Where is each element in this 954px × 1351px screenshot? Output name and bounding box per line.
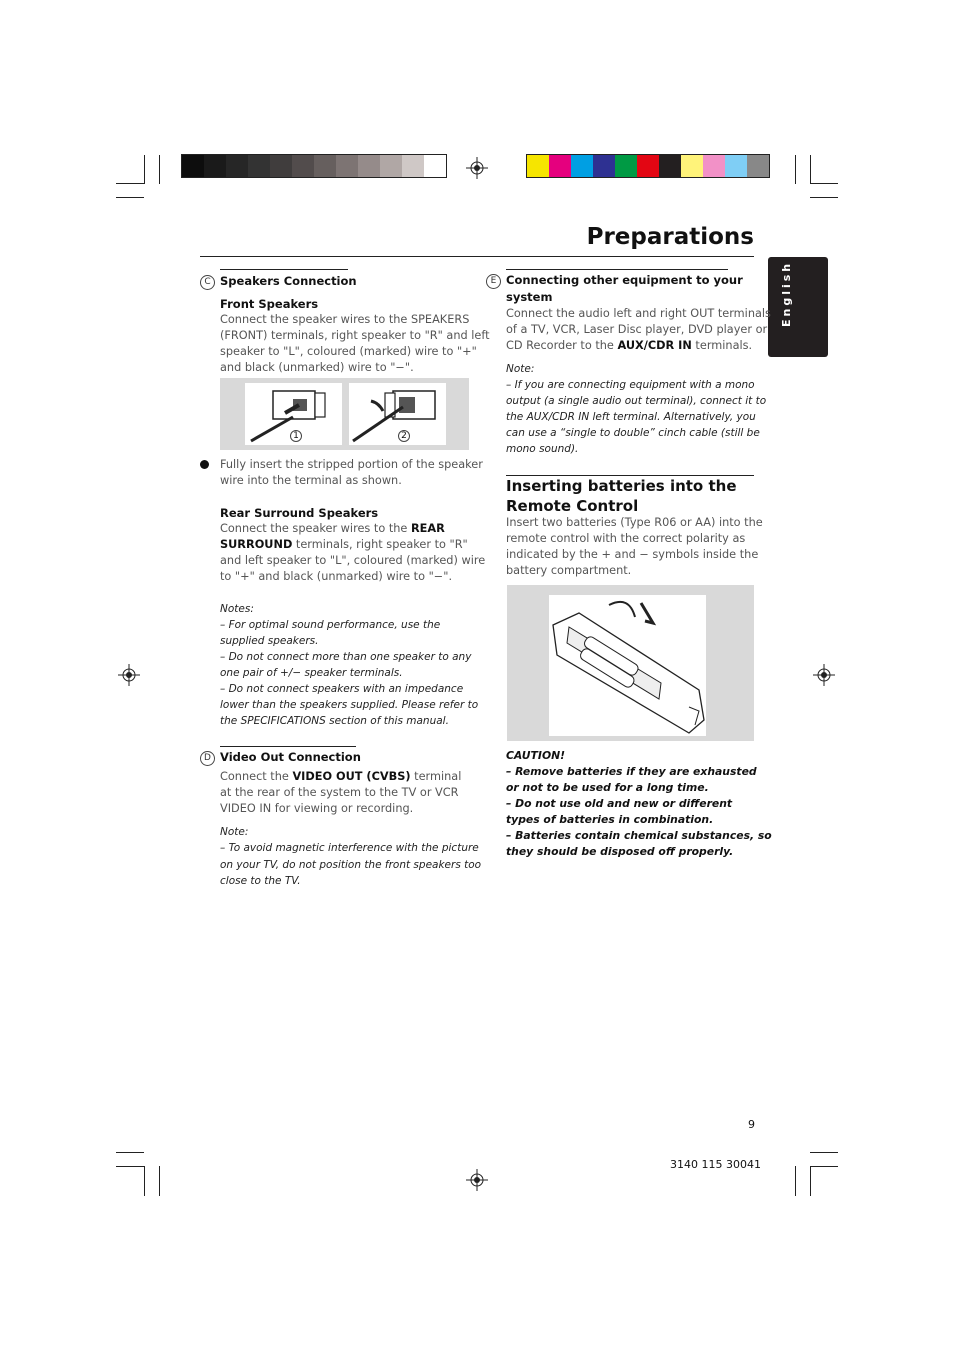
color-swatch xyxy=(703,155,725,177)
language-tab xyxy=(768,257,828,357)
figure-label: 1 xyxy=(290,430,302,442)
paragraph-line: to "+" and black (unmarked) wire to "−". xyxy=(220,570,453,583)
section-rule xyxy=(220,269,348,270)
grayscale-calibration-strip xyxy=(181,154,447,178)
gray-swatch xyxy=(226,155,248,177)
registration-mark-icon xyxy=(466,157,488,179)
gray-swatch xyxy=(336,155,358,177)
gray-swatch xyxy=(424,155,446,177)
caution-line: – Remove batteries if they are exhausted xyxy=(506,765,757,778)
speaker-terminal-figure xyxy=(220,378,469,450)
notes-title: Note: xyxy=(506,363,535,375)
registration-mark-icon xyxy=(466,1169,488,1191)
gray-swatch xyxy=(270,155,292,177)
crop-mark xyxy=(810,1166,838,1167)
paragraph-line: Connect the speaker wires to the SPEAKERS xyxy=(220,313,470,326)
crop-mark xyxy=(795,155,796,184)
note-line: one pair of +/− speaker terminals. xyxy=(220,667,403,679)
title-rule xyxy=(200,256,754,257)
caution-line: – Do not use old and new or different xyxy=(506,797,733,810)
section-marker-c: C xyxy=(200,275,215,290)
color-swatch xyxy=(527,155,549,177)
gray-swatch xyxy=(204,155,226,177)
paragraph-line: remote control with the correct polarity as xyxy=(506,532,746,545)
figure-label: 2 xyxy=(398,430,410,442)
color-swatch xyxy=(659,155,681,177)
paragraph-line: Connect the audio left and right OUT terminals xyxy=(506,307,771,320)
crop-mark xyxy=(810,183,838,184)
gray-swatch xyxy=(358,155,380,177)
language-label: English xyxy=(780,260,793,327)
gray-swatch xyxy=(314,155,336,177)
remote-control-icon xyxy=(549,595,706,736)
color-calibration-strip xyxy=(526,154,770,178)
section-rule xyxy=(506,269,728,270)
caution-line: types of batteries in combination. xyxy=(506,813,714,826)
note-line: the AUX/CDR IN left terminal. Alternatively, you xyxy=(506,411,756,423)
section-heading: Video Out Connection xyxy=(220,750,361,764)
note-line: output (a single audio out terminal), connect it to xyxy=(506,395,767,407)
crop-mark xyxy=(144,1166,145,1196)
crop-mark xyxy=(795,1166,796,1196)
color-swatch xyxy=(725,155,747,177)
paragraph-line: CD Recorder to the AUX/CDR IN terminals. xyxy=(506,339,753,352)
figure-panel xyxy=(549,595,706,736)
crop-mark xyxy=(159,155,160,184)
color-swatch xyxy=(637,155,659,177)
paragraph-line: of a TV, VCR, Laser Disc player, DVD player or xyxy=(506,323,768,336)
color-swatch xyxy=(747,155,769,177)
notes-title: Note: xyxy=(220,826,249,838)
crop-mark xyxy=(810,1166,811,1196)
note-line: mono sound). xyxy=(506,443,579,455)
crop-mark xyxy=(810,155,811,184)
note-line: can use a “single to double” cinch cable (still be xyxy=(506,427,760,439)
caution-line: they should be disposed off properly. xyxy=(506,845,734,858)
page-number: 9 xyxy=(748,1118,755,1131)
paragraph-line: Insert two batteries (Type R06 or AA) into the xyxy=(506,516,763,529)
gray-swatch xyxy=(248,155,270,177)
color-swatch xyxy=(681,155,703,177)
paragraph-line: (FRONT) terminals, right speaker to "R" and left xyxy=(220,329,490,342)
paragraph-line: and black (unmarked) wire to "−". xyxy=(220,361,414,374)
paragraph-line: indicated by the + and − symbols inside the xyxy=(506,548,759,561)
crop-mark xyxy=(144,155,145,184)
notes-title: Notes: xyxy=(220,603,254,615)
crop-mark xyxy=(116,1152,144,1153)
paragraph-line: SURROUND terminals, right speaker to "R" xyxy=(220,538,468,551)
color-swatch xyxy=(549,155,571,177)
paragraph-line: VIDEO IN for viewing or recording. xyxy=(220,802,414,815)
color-swatch xyxy=(615,155,637,177)
crop-mark xyxy=(810,197,838,198)
note-line: supplied speakers. xyxy=(220,635,319,647)
crop-mark xyxy=(810,1152,838,1153)
gray-swatch xyxy=(380,155,402,177)
note-line: – For optimal sound performance, use the xyxy=(220,619,441,631)
caution-line: or not to be used for a long time. xyxy=(506,781,709,794)
section-heading: Remote Control xyxy=(506,497,639,515)
bullet-icon xyxy=(200,460,209,469)
gray-swatch xyxy=(182,155,204,177)
section-rule xyxy=(220,746,356,747)
crop-mark xyxy=(116,197,144,198)
subheading: Front Speakers xyxy=(220,297,319,311)
paragraph-line: and left speaker to "L", coloured (marked) wire xyxy=(220,554,486,567)
paragraph-line: Connect the speaker wires to the REAR xyxy=(220,522,445,535)
bullet-text: wire into the terminal as shown. xyxy=(220,474,402,487)
bullet-text: Fully insert the stripped portion of the speaker xyxy=(220,458,483,471)
section-heading: system xyxy=(506,290,553,304)
crop-mark xyxy=(116,1166,144,1167)
subheading: Rear Surround Speakers xyxy=(220,506,379,520)
crop-mark xyxy=(116,183,144,184)
note-line: – To avoid magnetic interference with the picture xyxy=(220,842,479,854)
paragraph-line: at the rear of the system to the TV or VCR xyxy=(220,786,459,799)
page-title: Preparations xyxy=(586,224,754,250)
note-line: – Do not connect more than one speaker to any xyxy=(220,651,472,663)
paragraph-line: Connect the VIDEO OUT (CVBS) terminal xyxy=(220,770,462,783)
note-line: close to the TV. xyxy=(220,875,301,887)
section-heading: Inserting batteries into the xyxy=(506,477,737,495)
note-line: the SPECIFICATIONS section of this manual. xyxy=(220,715,449,727)
registration-mark-icon xyxy=(118,664,140,686)
note-line: – Do not connect speakers with an impedance xyxy=(220,683,464,695)
note-line: lower than the speakers supplied. Please refer to xyxy=(220,699,479,711)
paragraph-line: battery compartment. xyxy=(506,564,632,577)
crop-mark xyxy=(159,1166,160,1196)
section-marker-e: E xyxy=(486,274,501,289)
note-line: – If you are connecting equipment with a mono xyxy=(506,379,755,391)
color-swatch xyxy=(571,155,593,177)
paragraph-line: speaker to "L", coloured (marked) wire to "+" xyxy=(220,345,477,358)
gray-swatch xyxy=(292,155,314,177)
color-swatch xyxy=(593,155,615,177)
caution-line: – Batteries contain chemical substances, so xyxy=(506,829,772,842)
remote-battery-figure xyxy=(507,585,754,741)
section-marker-d: D xyxy=(200,751,215,766)
section-heading: Speakers Connection xyxy=(220,274,357,288)
document-code: 3140 115 30041 xyxy=(670,1158,761,1171)
section-heading: Connecting other equipment to your xyxy=(506,273,743,287)
gray-swatch xyxy=(402,155,424,177)
note-line: on your TV, do not position the front speakers too xyxy=(220,859,482,871)
registration-mark-icon xyxy=(813,664,835,686)
caution-title: CAUTION! xyxy=(506,749,566,762)
